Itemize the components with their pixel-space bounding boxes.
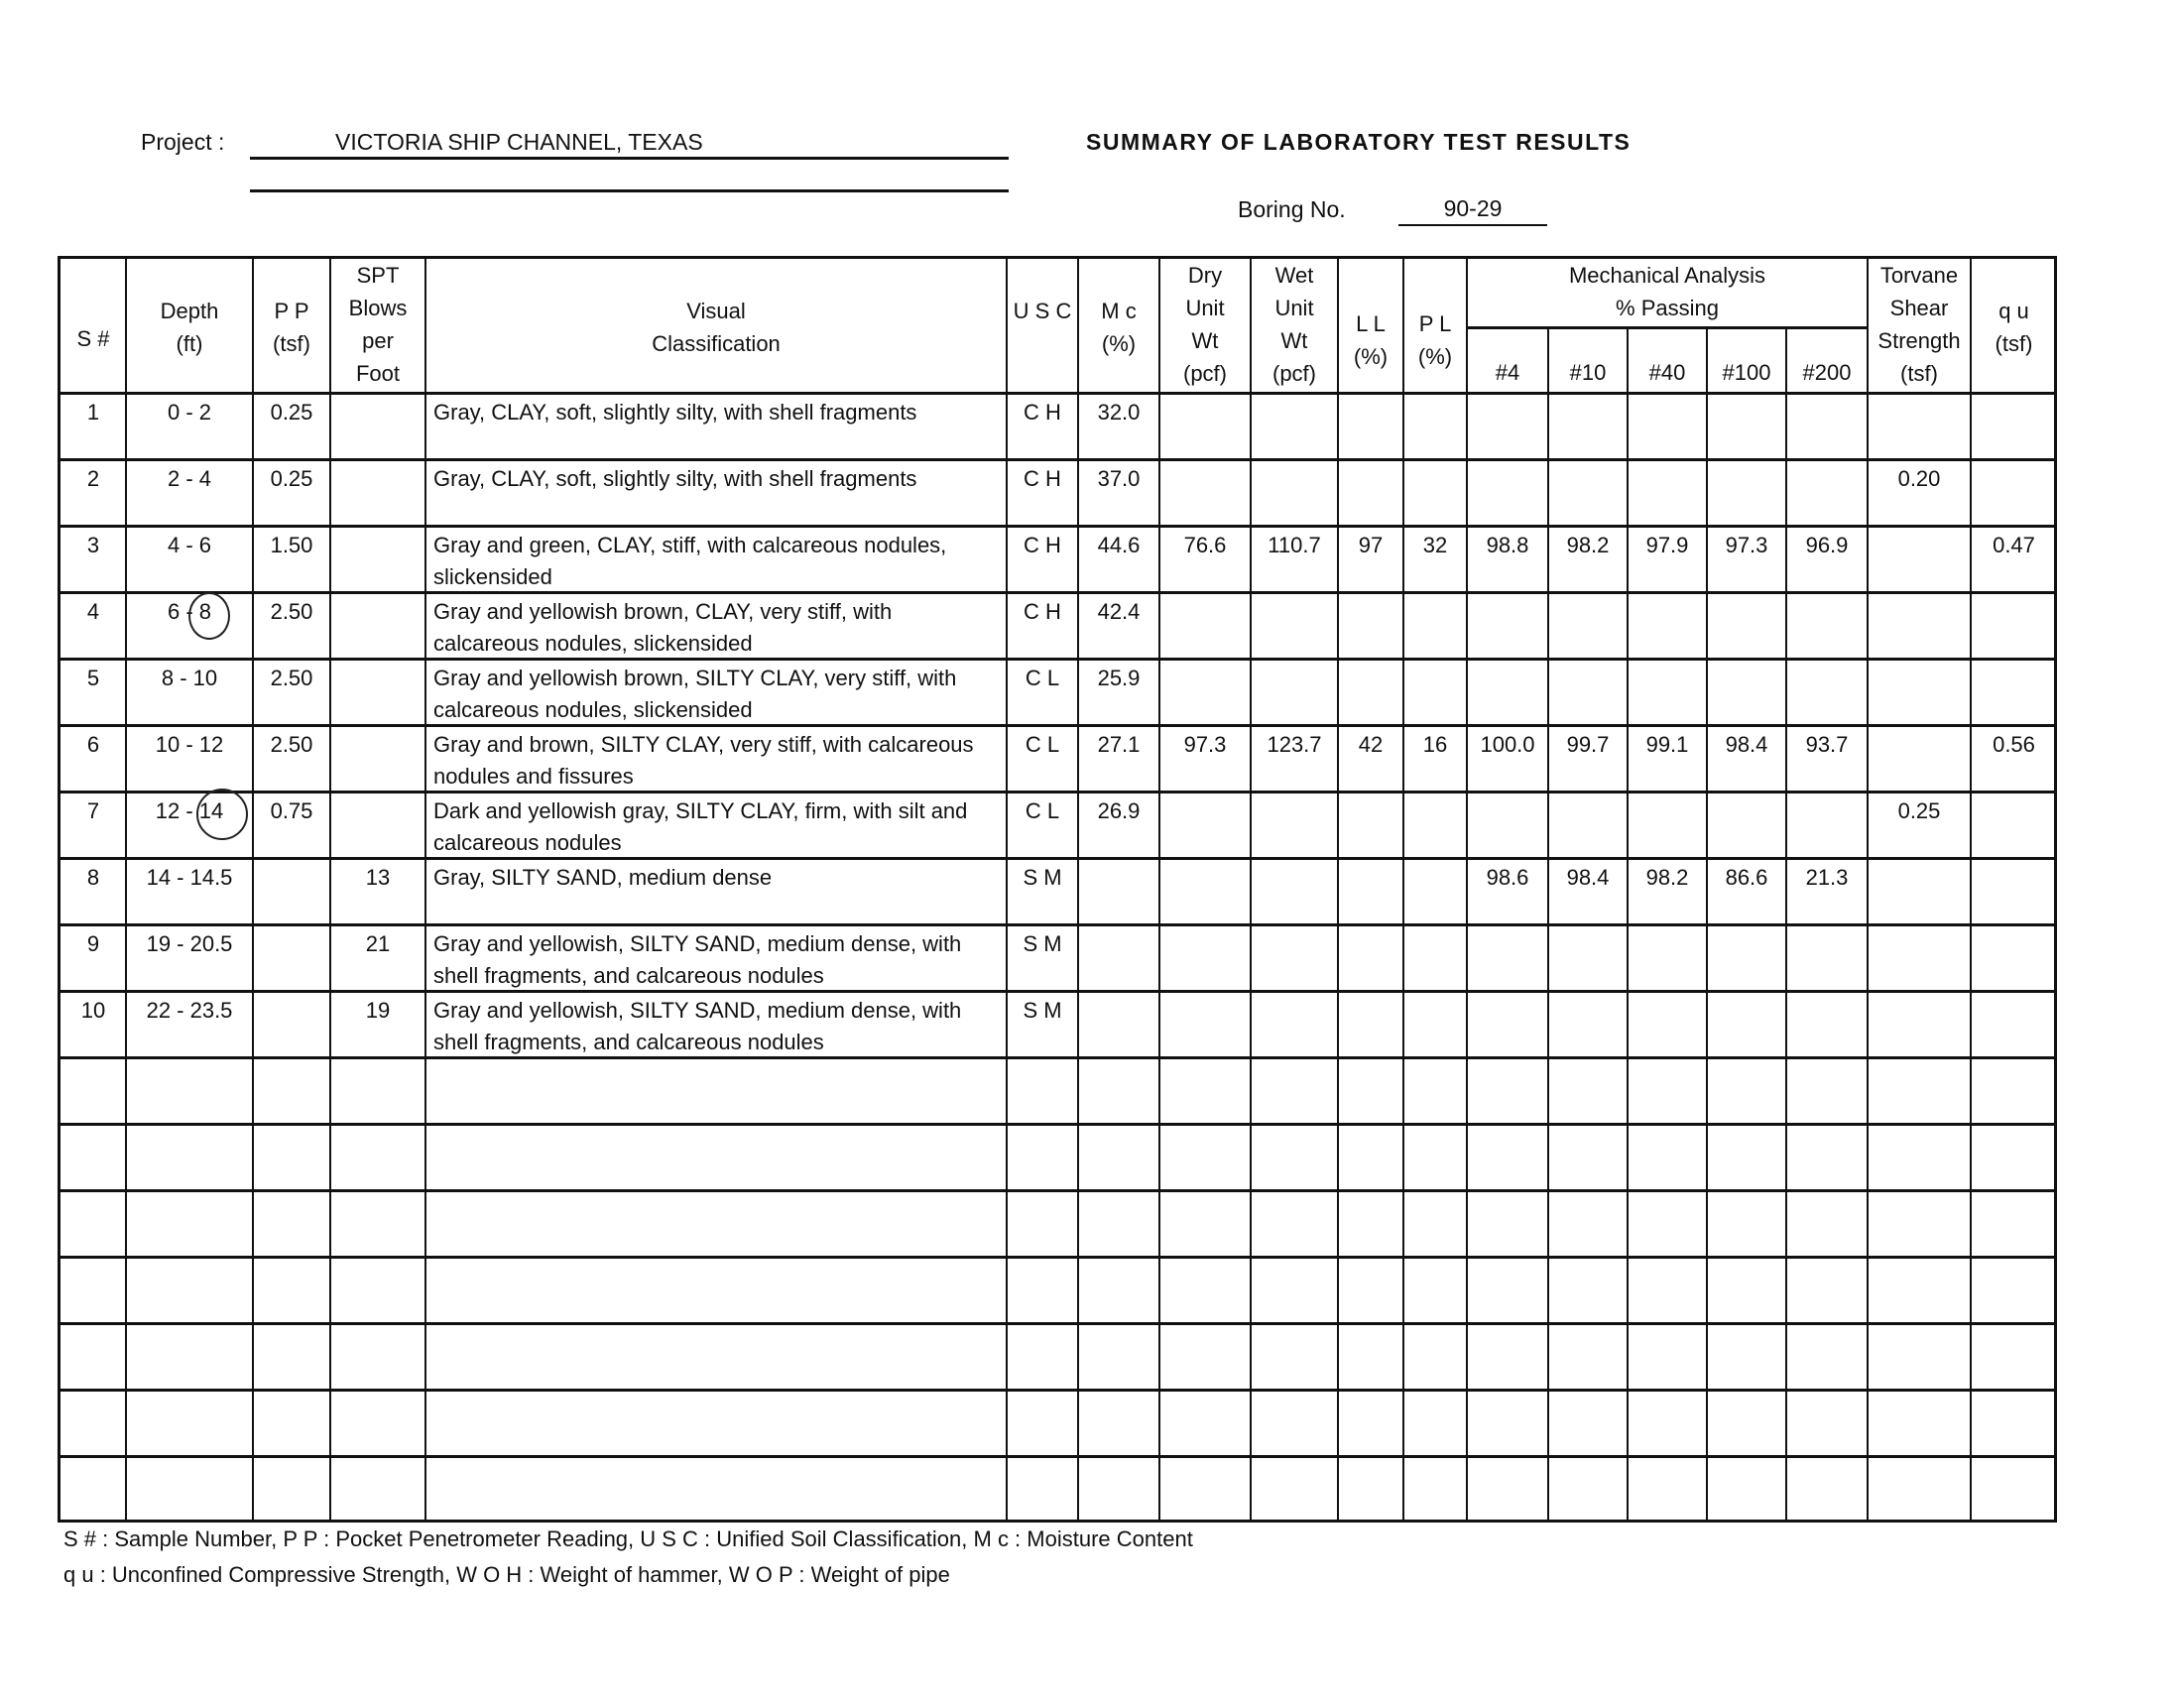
col-header-sample: S # — [76, 326, 110, 351]
cell-usc: C H — [1024, 466, 1061, 491]
cell-usc: C L — [1025, 798, 1060, 823]
cell-sample-number: 2 — [86, 466, 100, 491]
cell-usc: S M — [1023, 865, 1062, 890]
cell-spt-blows: 19 — [365, 998, 391, 1023]
cell-depth: 10 - 12 — [155, 732, 224, 757]
cell-passing-4: 98.6 — [1486, 865, 1529, 890]
col-header-visual: Visual Classification — [652, 299, 781, 356]
cell-visual-classification: Gray, SILTY SAND, medium dense — [433, 865, 773, 890]
cell-pocket-pen: 0.25 — [270, 466, 313, 491]
cell-passing-4: 98.8 — [1486, 533, 1529, 557]
cell-plastic-limit: 16 — [1422, 732, 1448, 757]
cell-sample-number: 7 — [86, 798, 100, 823]
cell-visual-classification: Gray and yellowish, SILTY SAND, medium dense, with shell fragments, and calcareous nodules — [433, 931, 962, 988]
cell-pocket-pen: 1.50 — [270, 533, 313, 557]
cell-moisture-content: 26.9 — [1097, 798, 1141, 823]
cell-pocket-pen: 0.25 — [270, 400, 313, 425]
table-row-divider — [60, 1455, 2054, 1458]
table-row-divider — [60, 1322, 2054, 1325]
cell-moisture-content: 25.9 — [1097, 666, 1141, 690]
cell-passing-200: 21.3 — [1805, 865, 1849, 890]
cell-passing-10: 99.7 — [1566, 732, 1610, 757]
cell-moisture-content: 37.0 — [1097, 466, 1141, 491]
cell-depth: 12 - 14 — [155, 798, 224, 823]
cell-torvane-strength: 0.20 — [1897, 466, 1941, 491]
col-header-wet: Wet Unit Wt (pcf) — [1272, 263, 1316, 386]
table-row-divider — [60, 724, 2054, 727]
cell-passing-100: 86.6 — [1725, 865, 1768, 890]
col-header-depth: Depth (ft) — [160, 299, 219, 356]
cell-liquid-limit: 42 — [1358, 732, 1384, 757]
boring-value: 90-29 — [1443, 195, 1503, 221]
cell-visual-classification: Gray, CLAY, soft, slightly silty, with shell fragments — [433, 466, 917, 491]
col-header-dry: Dry Unit Wt (pcf) — [1183, 263, 1227, 386]
cell-unconfined-strength: 0.47 — [1993, 533, 2035, 557]
cell-spt-blows: 21 — [365, 931, 391, 956]
footer-legend-line-1: S # : Sample Number, P P : Pocket Penetrometer Reading, U S C : Unified Soil Classification, M c : Moisture Content — [63, 1526, 1193, 1551]
cell-spt-blows: 13 — [365, 865, 391, 890]
cell-sample-number: 6 — [86, 732, 100, 757]
table-row-divider — [60, 923, 2054, 926]
cell-usc: C L — [1025, 666, 1060, 690]
cell-liquid-limit: 97 — [1358, 533, 1384, 557]
cell-wet-unit-weight: 110.7 — [1268, 533, 1321, 557]
col-header-ll: L L (%) — [1353, 311, 1389, 369]
cell-depth: 8 - 10 — [161, 666, 218, 690]
cell-visual-classification: Gray and yellowish brown, SILTY CLAY, very stiff, with calcareous nodules, slickensided — [433, 666, 957, 722]
mechanical-subheader-divider — [1467, 326, 1868, 329]
cell-passing-10: 98.2 — [1566, 533, 1610, 557]
project-underline — [250, 157, 1009, 160]
col-header-pp: P P (tsf) — [273, 299, 310, 356]
cell-moisture-content: 27.1 — [1097, 732, 1141, 757]
table-row-divider — [60, 525, 2054, 528]
results-table — [58, 256, 2057, 1523]
cell-sample-number: 10 — [80, 998, 106, 1023]
table-row-divider — [60, 392, 2054, 395]
col-header-mechanical: Mechanical Analysis % Passing — [1568, 263, 1766, 320]
col-header-torvane: Torvane Shear Strength (tsf) — [1877, 263, 1961, 386]
table-row-divider — [60, 1256, 2054, 1259]
handwritten-circle-mark — [188, 592, 230, 640]
cell-visual-classification: Gray, CLAY, soft, slightly silty, with shell fragments — [433, 400, 917, 425]
cell-sample-number: 1 — [86, 400, 100, 425]
cell-depth: 6 - 8 — [167, 599, 212, 624]
cell-depth: 0 - 2 — [167, 400, 212, 425]
cell-sample-number: 4 — [86, 599, 100, 624]
col-header-mc: M c (%) — [1101, 299, 1137, 356]
cell-depth: 22 - 23.5 — [146, 998, 233, 1023]
cell-depth: 4 - 6 — [167, 533, 212, 557]
table-row-divider — [60, 990, 2054, 993]
handwritten-circle-mark — [196, 789, 248, 840]
cell-pocket-pen: 2.50 — [270, 666, 313, 690]
col-header-pl: P L (%) — [1417, 311, 1453, 369]
cell-usc: C H — [1024, 400, 1061, 425]
cell-visual-classification: Gray and brown, SILTY CLAY, very stiff, with calcareous nodules and fissures — [433, 732, 974, 789]
cell-visual-classification: Gray and green, CLAY, stiff, with calcareous nodules, slickensided — [433, 533, 947, 589]
cell-moisture-content: 42.4 — [1097, 599, 1141, 624]
col-header-sieve-4: #4 — [1495, 360, 1520, 385]
cell-torvane-strength: 0.25 — [1897, 798, 1941, 823]
col-header-spt: SPT Blows per Foot — [348, 263, 408, 386]
footer-legend-line-2: q u : Unconfined Compressive Strength, W O H : Weight of hammer, W O P : Weight of pipe — [63, 1562, 950, 1587]
col-header-qu: q u (tsf) — [1995, 299, 2033, 356]
cell-wet-unit-weight: 123.7 — [1267, 732, 1322, 757]
cell-passing-100: 97.3 — [1725, 533, 1768, 557]
col-header-sieve-40: #40 — [1648, 360, 1686, 385]
cell-passing-200: 93.7 — [1805, 732, 1849, 757]
cell-passing-40: 98.2 — [1645, 865, 1689, 890]
cell-passing-40: 99.1 — [1645, 732, 1689, 757]
table-row-divider — [60, 1123, 2054, 1126]
cell-sample-number: 9 — [86, 931, 100, 956]
cell-passing-10: 98.4 — [1566, 865, 1610, 890]
cell-dry-unit-weight: 97.3 — [1183, 732, 1227, 757]
table-row-divider — [60, 857, 2054, 860]
cell-visual-classification: Dark and yellowish gray, SILTY CLAY, firm, with silt and calcareous nodules — [433, 798, 968, 855]
table-column-divider — [1250, 259, 1252, 1520]
project-label: Project : — [141, 129, 225, 155]
table-row-divider — [60, 791, 2054, 793]
cell-unconfined-strength: 0.56 — [1993, 732, 2035, 757]
col-header-sieve-200: #200 — [1802, 360, 1852, 385]
col-header-usc: U S C — [1013, 299, 1072, 323]
project-underline-2 — [250, 189, 1009, 192]
cell-moisture-content: 32.0 — [1097, 400, 1141, 425]
cell-pocket-pen: 0.75 — [270, 798, 313, 823]
cell-passing-40: 97.9 — [1645, 533, 1689, 557]
cell-sample-number: 3 — [86, 533, 100, 557]
table-column-divider — [1402, 259, 1404, 1520]
boring-underline — [1398, 224, 1547, 226]
cell-depth: 14 - 14.5 — [146, 865, 233, 890]
cell-sample-number: 5 — [86, 666, 100, 690]
document-title: SUMMARY OF LABORATORY TEST RESULTS — [1086, 129, 1632, 155]
table-row-divider — [60, 1056, 2054, 1059]
cell-pocket-pen: 2.50 — [270, 732, 313, 757]
col-header-sieve-100: #100 — [1722, 360, 1771, 385]
table-column-divider — [1970, 259, 1972, 1520]
boring-label: Boring No. — [1238, 196, 1346, 222]
table-row-divider — [60, 458, 2054, 461]
cell-dry-unit-weight: 76.6 — [1183, 533, 1227, 557]
cell-usc: C L — [1025, 732, 1060, 757]
cell-passing-4: 100.0 — [1480, 732, 1535, 757]
table-row-divider — [60, 591, 2054, 594]
cell-visual-classification: Gray and yellowish, SILTY SAND, medium dense, with shell fragments, and calcareous nodules — [433, 998, 962, 1054]
cell-usc: S M — [1023, 998, 1062, 1023]
table-row-divider — [60, 658, 2054, 661]
cell-passing-100: 98.4 — [1725, 732, 1768, 757]
cell-usc: C H — [1024, 599, 1061, 624]
cell-depth: 2 - 4 — [167, 466, 212, 491]
cell-moisture-content: 44.6 — [1097, 533, 1141, 557]
cell-pocket-pen: 2.50 — [270, 599, 313, 624]
cell-usc: C H — [1024, 533, 1061, 557]
table-row-divider — [60, 1389, 2054, 1392]
table-column-divider — [1337, 259, 1339, 1520]
cell-sample-number: 8 — [86, 865, 100, 890]
cell-plastic-limit: 32 — [1422, 533, 1448, 557]
cell-depth: 19 - 20.5 — [146, 931, 233, 956]
cell-visual-classification: Gray and yellowish brown, CLAY, very stiff, with calcareous nodules, slickensided — [433, 599, 893, 656]
project-value: VICTORIA SHIP CHANNEL, TEXAS — [335, 129, 703, 155]
table-row-divider — [60, 1189, 2054, 1192]
cell-usc: S M — [1023, 931, 1062, 956]
cell-passing-200: 96.9 — [1805, 533, 1849, 557]
col-header-sieve-10: #10 — [1569, 360, 1607, 385]
table-column-divider — [1158, 259, 1160, 1520]
